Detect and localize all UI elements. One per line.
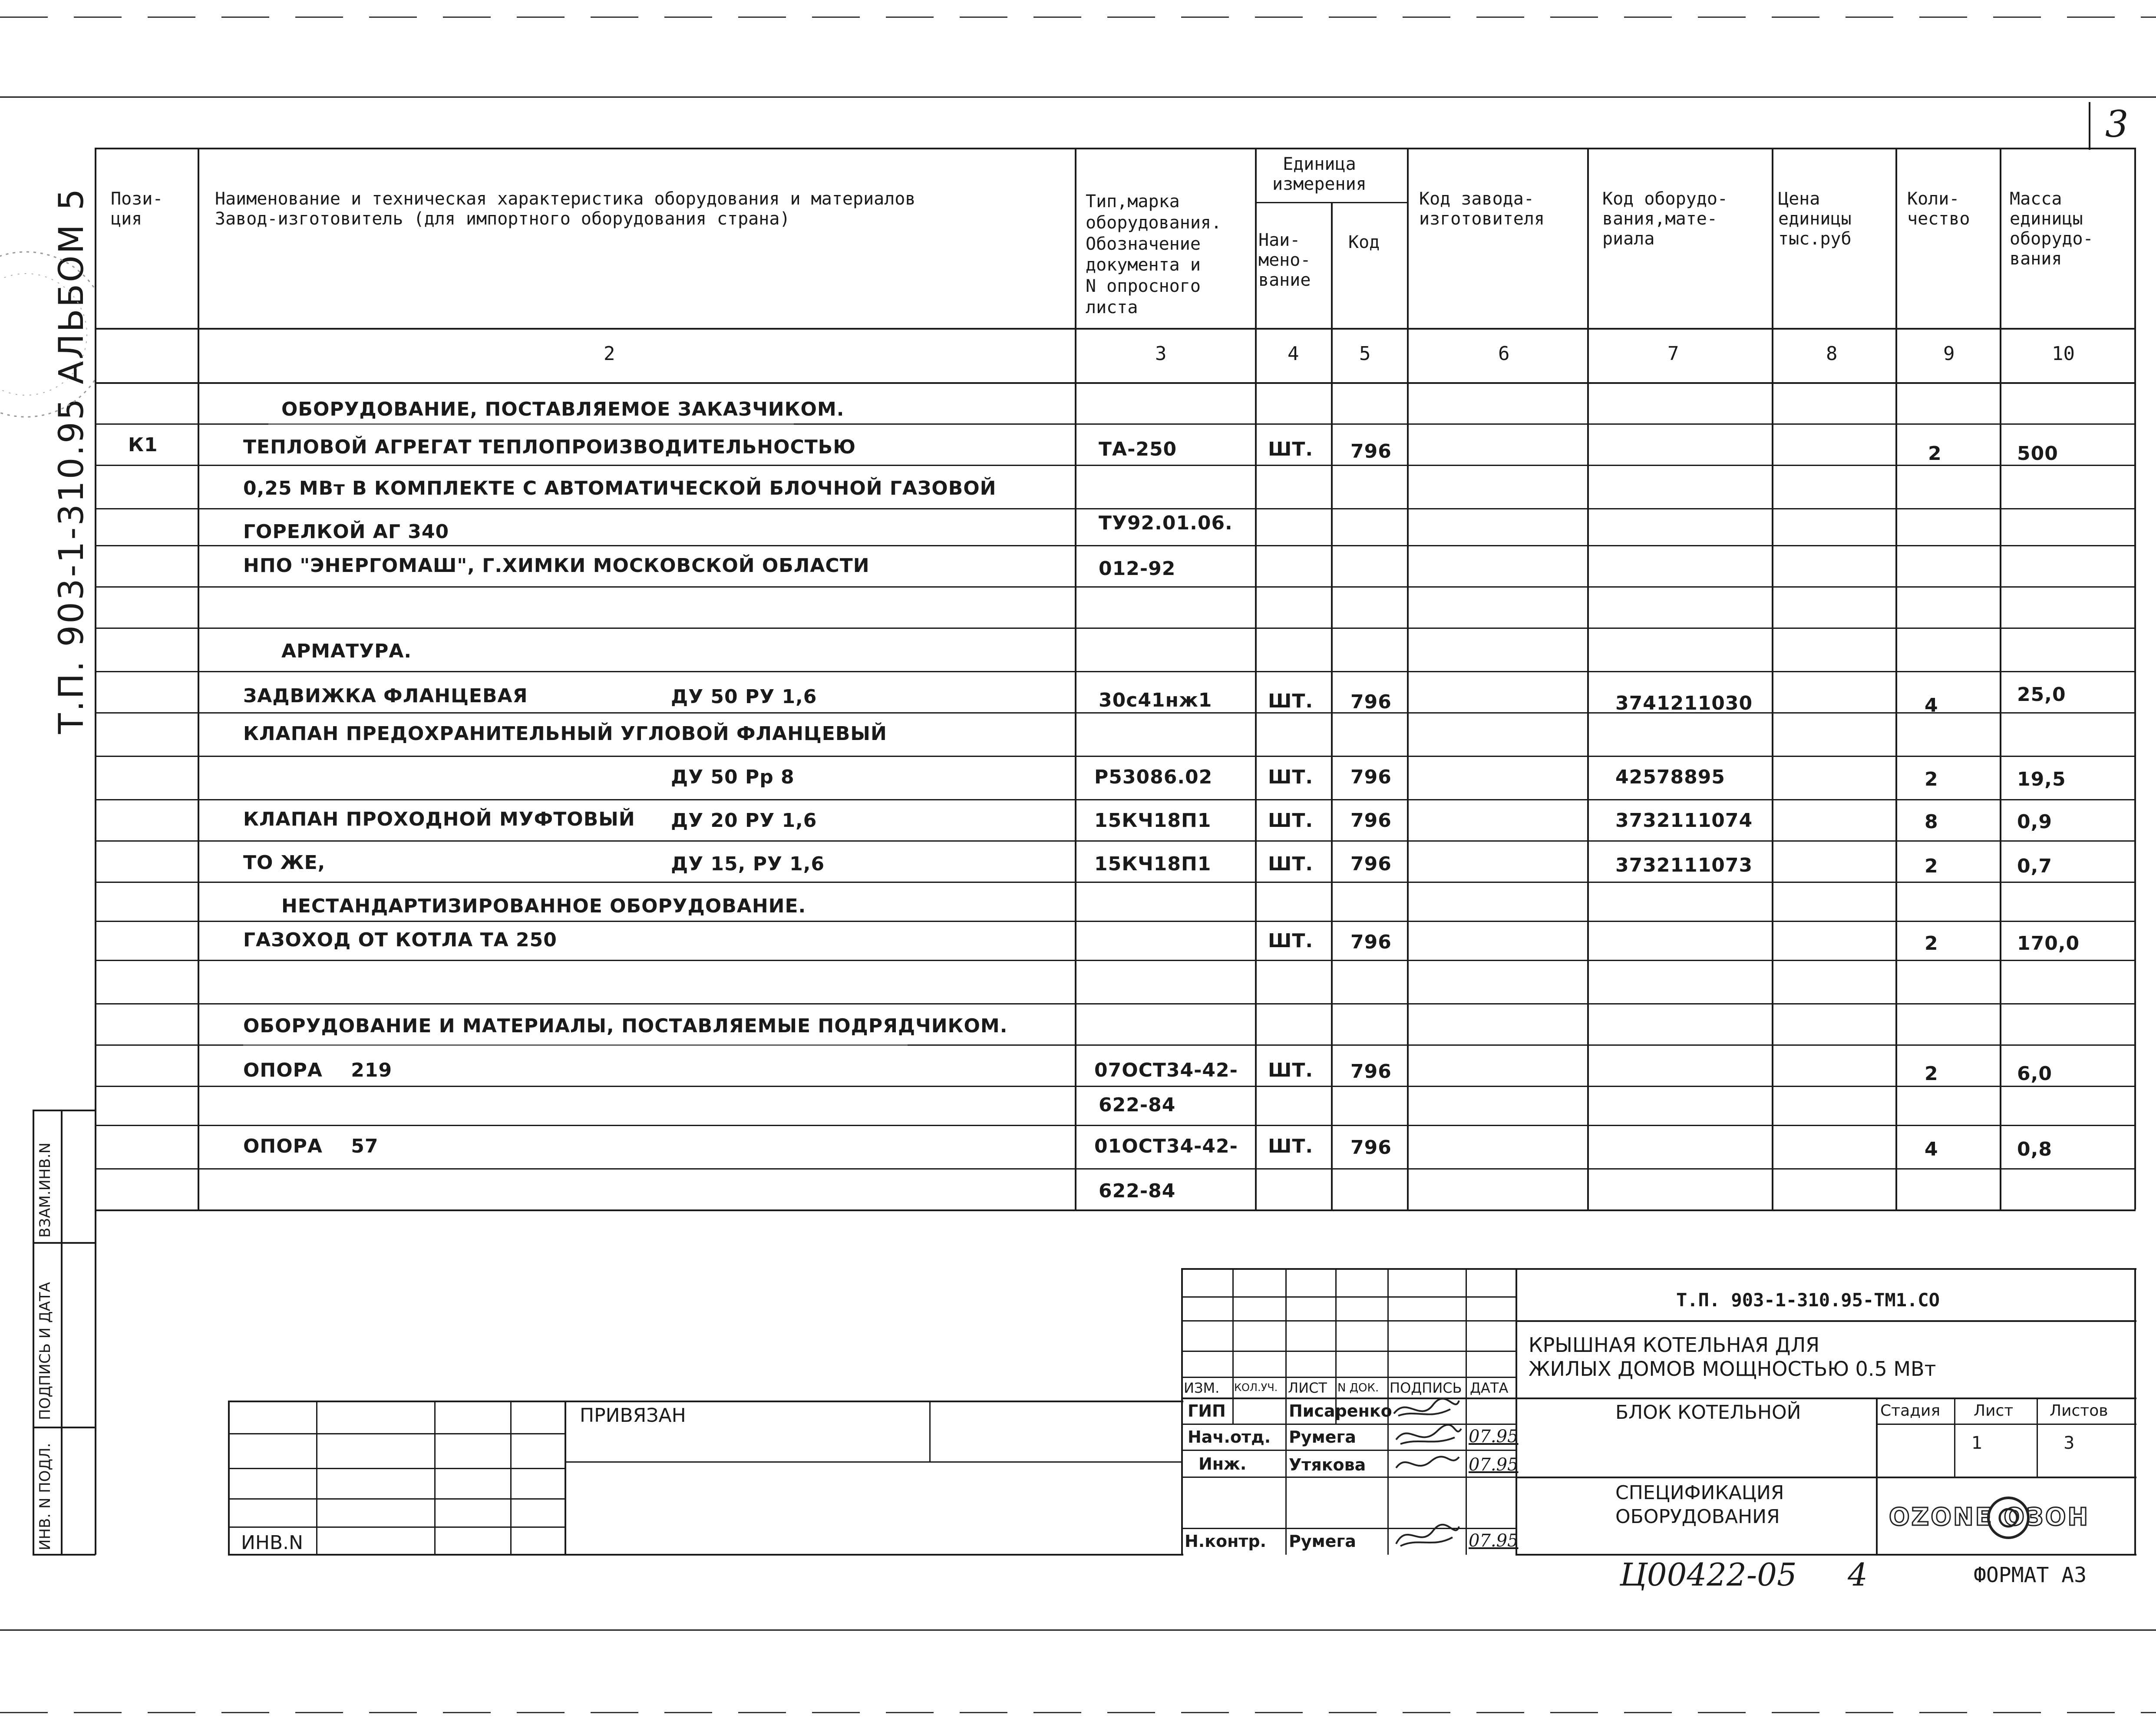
row-equip-code: 3741211030 — [1615, 692, 1753, 714]
bottom-border-line — [0, 1629, 2156, 1631]
side-label-inv-podl: ИНВ. N ПОДЛ. — [36, 1443, 54, 1550]
col-number-9: 9 — [1943, 343, 1955, 365]
row-code: 796 — [1350, 440, 1392, 463]
section-underline — [268, 423, 794, 425]
section-armatura: АРМАТУРА. — [281, 640, 412, 662]
col-number-6: 6 — [1498, 343, 1510, 365]
row-code: 796 — [1350, 1061, 1392, 1083]
row-type: ТУ92.01.06. — [1099, 512, 1233, 534]
row-mass: 25,0 — [2017, 684, 2066, 706]
tb-label-list: ЛИСТ — [1288, 1380, 1327, 1396]
bottom-border-dashes — [0, 1712, 2156, 1713]
row-type: Р53086.02 — [1094, 766, 1213, 788]
row-equip-code: 42578895 — [1615, 766, 1725, 788]
row-mass: 170,0 — [2017, 932, 2080, 955]
staff-role: Инж. — [1199, 1454, 1247, 1474]
row-name: 0,25 МВт В КОМПЛЕКТЕ С АВТОМАТИЧЕСКОЙ БЛОЧНОЙ ГАЗОВОЙ — [243, 477, 997, 499]
row-qty: 2 — [1928, 443, 1942, 465]
row-spec: ДУ 50 РУ 1,6 — [671, 686, 817, 708]
header-position: Пози- ция — [111, 189, 163, 229]
staff-role: ГИП — [1188, 1401, 1226, 1421]
page-number-box-left — [2089, 102, 2090, 150]
row-name: ТЕПЛОВОЙ АГРЕГАТ ТЕПЛОПРОИЗВОДИТЕЛЬНОСТЬЮ — [243, 436, 856, 458]
row-type: 622-84 — [1099, 1180, 1176, 1202]
row-position: К1 — [128, 434, 158, 456]
row-type: 30с41нж1 — [1099, 689, 1212, 711]
row-mass: 500 — [2017, 443, 2058, 465]
staff-date: 07.95 — [1469, 1427, 1519, 1447]
row-equip-code: 3732111073 — [1615, 854, 1753, 876]
staff-name: Румега — [1289, 1427, 1356, 1447]
tb-label-podpis: ПОДПИСЬ — [1390, 1380, 1462, 1396]
col-number-7: 7 — [1667, 343, 1679, 365]
row-code: 796 — [1350, 1137, 1392, 1159]
row-type: 15КЧ18П1 — [1094, 853, 1212, 875]
row-unit: ШТ. — [1268, 766, 1314, 788]
handwritten-number: Ц00422-05 — [1620, 1556, 1797, 1593]
row-name: ОПОРА 219 — [243, 1059, 393, 1081]
section-customer-equipment: ОБОРУДОВАНИЕ, ПОСТАВЛЯЕМОЕ ЗАКАЗЧИКОМ. — [281, 398, 845, 420]
row-mass: 0,9 — [2017, 811, 2052, 833]
lists-label: Листов — [2050, 1402, 2108, 1420]
header-unit-group: Единица измерения — [1272, 154, 1367, 194]
row-qty: 8 — [1925, 811, 1938, 833]
company-logo: OZONE ОЗОН — [1889, 1503, 2090, 1531]
row-name: ЗАДВИЖКА ФЛАНЦЕВАЯ — [243, 685, 528, 707]
header-plant-code: Код завода- изготовителя — [1419, 189, 1545, 229]
section-nonstandard: НЕСТАНДАРТИЗИРОВАННОЕ ОБОРУДОВАНИЕ. — [281, 895, 806, 917]
inv-n-label: ИНВ.N — [241, 1532, 304, 1554]
header-price: Цена единицы тыс.руб — [1778, 189, 1852, 249]
row-spec: ДУ 50 Рр 8 — [671, 766, 795, 788]
header-mass: Масса единицы оборудо- вания — [2010, 189, 2093, 269]
stamp-seal — [0, 235, 96, 434]
col-number-5: 5 — [1359, 343, 1371, 365]
row-unit: ШТ. — [1268, 853, 1314, 875]
top-border-dashes — [0, 17, 2156, 18]
tb-label-kol-uch: КОЛ.УЧ. — [1234, 1381, 1278, 1394]
row-spec: ДУ 15, РУ 1,6 — [671, 853, 825, 875]
tb-label-izm: ИЗМ. — [1184, 1380, 1220, 1396]
list-value: 1 — [1971, 1433, 1983, 1453]
logo-emblem-icon — [1982, 1494, 2034, 1542]
row-qty: 2 — [1925, 855, 1938, 877]
row-name: ГАЗОХОД ОТ КОТЛА ТА 250 — [243, 929, 557, 951]
row-unit: ШТ. — [1268, 690, 1314, 712]
header-equipment-code: Код оборудо- вания,мате- риала — [1602, 189, 1728, 249]
row-qty: 2 — [1925, 1063, 1938, 1085]
col-number-10: 10 — [2052, 343, 2075, 365]
privyazan-label: ПРИВЯЗАН — [580, 1404, 686, 1427]
side-label-podpis-data: ПОДПИСЬ И ДАТА — [36, 1282, 54, 1420]
header-type: Тип,марка оборудования. Обозначение документа и N опросного листа — [1086, 192, 1222, 317]
row-qty: 4 — [1925, 694, 1938, 717]
row-type: 01ОСТ34-42- — [1094, 1135, 1238, 1157]
row-code: 796 — [1350, 853, 1392, 875]
staff-name: Румега — [1289, 1532, 1356, 1551]
row-mass: 0,7 — [2017, 855, 2052, 877]
signature-scribbles — [1390, 1396, 1466, 1555]
row-name: КЛАПАН ПРОХОДНОЙ МУФТОВЫЙ — [243, 808, 635, 830]
row-name: НПО "ЭНЕРГОМАШ", Г.ХИМКИ МОСКОВСКОЙ ОБЛАСТИ — [243, 555, 870, 577]
row-unit: ШТ. — [1268, 438, 1314, 460]
staff-date: 07.95 — [1469, 1531, 1519, 1551]
top-border-line — [0, 96, 2156, 98]
row-name: ГОРЕЛКОЙ АГ 340 — [243, 521, 449, 543]
row-name: ТО ЖЕ, — [243, 852, 326, 874]
row-mass: 6,0 — [2017, 1063, 2052, 1085]
row-qty: 2 — [1925, 932, 1938, 955]
row-name: ОПОРА 57 — [243, 1135, 379, 1157]
staff-name: Утякова — [1289, 1455, 1366, 1474]
row-type: 07ОСТ34-42- — [1094, 1059, 1238, 1081]
row-code: 796 — [1350, 691, 1392, 713]
page-number: 3 — [2105, 103, 2129, 145]
col-number-3: 3 — [1155, 343, 1167, 365]
doc-code: Т.П. 903-1-310.95-ТМ1.СО — [1676, 1289, 1940, 1311]
project-title: КРЫШНАЯ КОТЕЛЬНАЯ ДЛЯ ЖИЛЫХ ДОМОВ МОЩНОСТЬЮ 0.5 МВт — [1529, 1333, 1936, 1381]
row-unit: ШТ. — [1268, 1059, 1314, 1081]
handwritten-digit: 4 — [1848, 1556, 1868, 1593]
row-code: 796 — [1350, 809, 1392, 832]
row-spec: ДУ 20 РУ 1,6 — [671, 809, 817, 832]
section-underline — [243, 1044, 908, 1046]
row-mass: 0,8 — [2017, 1138, 2052, 1160]
row-unit: ШТ. — [1268, 1135, 1314, 1157]
block-name: БЛОК КОТЕЛЬНОЙ — [1615, 1401, 1801, 1424]
header-unit-name: Наи- мено- вание — [1258, 230, 1311, 290]
row-mass: 19,5 — [2017, 768, 2066, 790]
row-name: КЛАПАН ПРЕДОХРАНИТЕЛЬНЫЙ УГЛОВОЙ ФЛАНЦЕВЫЙ — [243, 723, 887, 745]
row-code: 796 — [1350, 766, 1392, 788]
tb-label-data: ДАТА — [1470, 1380, 1509, 1396]
format-label: ФОРМАТ А3 — [1974, 1563, 2087, 1587]
sheet-title: СПЕЦИФИКАЦИЯ ОБОРУДОВАНИЯ — [1615, 1482, 1784, 1528]
row-name: ОБОРУДОВАНИЕ И МАТЕРИАЛЫ, ПОСТАВЛЯЕМЫЕ ПОДРЯДЧИКОМ. — [243, 1015, 1008, 1037]
col-number-4: 4 — [1288, 343, 1299, 365]
staff-role: Н.контр. — [1185, 1532, 1267, 1551]
header-unit-code: Код — [1348, 232, 1380, 252]
row-qty: 2 — [1925, 768, 1938, 790]
row-type: 15КЧ18П1 — [1094, 809, 1212, 832]
row-type: ТА-250 — [1099, 438, 1177, 460]
stage-label: Стадия — [1880, 1402, 1941, 1420]
row-code: 796 — [1350, 931, 1392, 953]
staff-name: Писаренко — [1289, 1401, 1392, 1421]
row-equip-code: 3732111074 — [1615, 809, 1753, 832]
staff-date: 07.95 — [1469, 1455, 1519, 1475]
lists-value: 3 — [2064, 1433, 2075, 1453]
row-type: 012-92 — [1099, 558, 1176, 580]
header-name: Наименование и техническая характеристика оборудования и материалов Завод-изготовитель (для импортного оборудования страна) — [215, 189, 916, 229]
list-label: Лист — [1974, 1402, 2014, 1420]
row-qty: 4 — [1925, 1138, 1938, 1160]
staff-role: Нач.отд. — [1188, 1427, 1271, 1447]
side-title: Т.П. 903-1-310.95 АЛЬБОМ 5 — [52, 187, 91, 734]
col-number-2: 2 — [604, 343, 615, 365]
row-type: 622-84 — [1099, 1094, 1176, 1116]
col-number-8: 8 — [1826, 343, 1838, 365]
row-unit: ШТ. — [1268, 930, 1314, 952]
tb-label-n-dok: N ДОК. — [1337, 1381, 1379, 1394]
side-label-vzam-inv: ВЗАМ.ИНВ.N — [36, 1142, 54, 1238]
header-quantity: Коли- чество — [1907, 189, 1970, 229]
row-unit: ШТ. — [1268, 809, 1314, 832]
